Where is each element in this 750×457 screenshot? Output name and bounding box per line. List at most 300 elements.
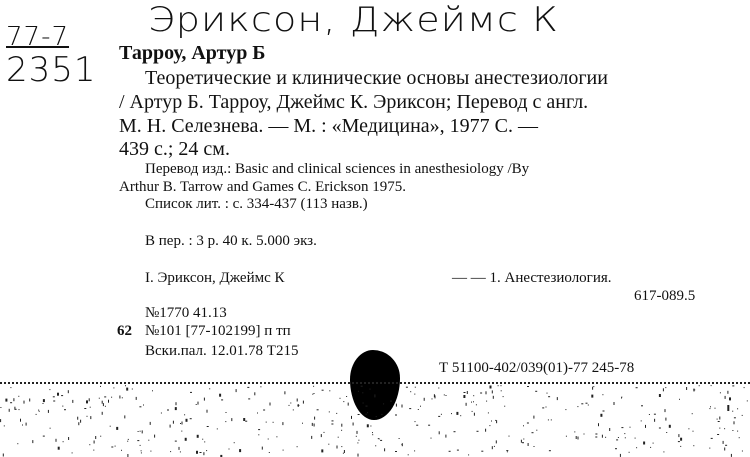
- speckle: [270, 403, 271, 406]
- speckle: [231, 418, 232, 421]
- speckle: [406, 387, 408, 388]
- speckle: [711, 438, 713, 439]
- speckle: [621, 427, 623, 428]
- speckle: [236, 389, 237, 392]
- speckle: [742, 451, 743, 452]
- speckle: [415, 421, 416, 422]
- speckle: [161, 413, 162, 414]
- speckle: [358, 391, 359, 392]
- speckle: [474, 413, 475, 416]
- speckle: [399, 438, 400, 439]
- speckle: [506, 450, 508, 451]
- speckle: [641, 420, 642, 421]
- speckle: [727, 405, 729, 408]
- speckle: [367, 424, 369, 427]
- speckle: [549, 450, 551, 451]
- speckle: [680, 446, 681, 447]
- speckle: [72, 452, 73, 453]
- speckle: [742, 415, 743, 416]
- speckle: [366, 406, 368, 407]
- speckle: [190, 392, 192, 393]
- speckle: [725, 396, 726, 399]
- speckle: [138, 431, 139, 432]
- speckle: [361, 386, 363, 387]
- speckle: [203, 452, 204, 455]
- speckle: [143, 405, 144, 406]
- speckle: [492, 390, 493, 393]
- speckle: [140, 445, 141, 446]
- speckle: [311, 436, 312, 439]
- speckle: [9, 409, 10, 412]
- speckle: [724, 428, 725, 429]
- speckle: [26, 423, 27, 426]
- vskpal-line: Вски.пал. 12.01.78 Т215: [145, 343, 299, 359]
- speckle: [341, 430, 342, 431]
- speckle: [378, 438, 379, 439]
- speckle: [732, 411, 733, 412]
- speckle: [243, 418, 245, 421]
- speckle: [56, 439, 57, 442]
- speckle: [565, 409, 566, 410]
- speckle: [184, 414, 185, 415]
- speckle: [90, 416, 91, 419]
- speckle: [348, 403, 349, 406]
- speckle: [480, 393, 482, 394]
- speckle: [444, 394, 445, 395]
- speckle: [616, 439, 618, 440]
- added-entry: I. Эриксон, Джеймс К: [145, 270, 285, 286]
- speckle: [415, 387, 416, 388]
- speckle: [548, 419, 549, 420]
- speckle: [719, 428, 720, 429]
- speckle: [207, 410, 208, 413]
- speckle: [24, 401, 25, 404]
- speckle: [58, 447, 60, 450]
- speckle: [732, 430, 733, 431]
- speckle: [72, 400, 73, 403]
- speckle: [260, 386, 261, 387]
- speckle: [196, 404, 197, 405]
- speckle: [669, 425, 671, 428]
- speckle: [185, 438, 187, 441]
- speckle: [557, 397, 558, 400]
- speckle: [245, 421, 247, 422]
- speckle: [653, 443, 654, 444]
- speckle: [103, 403, 104, 406]
- speckle: [175, 441, 177, 442]
- speckle: [39, 411, 40, 412]
- speckle: [204, 441, 205, 442]
- speckle: [586, 403, 588, 404]
- speckle: [456, 412, 458, 415]
- speckle: [22, 425, 23, 426]
- speckle: [353, 423, 354, 426]
- speckle: [152, 390, 153, 391]
- speckle: [221, 399, 223, 400]
- speckle: [356, 436, 357, 437]
- subject-heading: — — 1. Анестезиология.: [452, 270, 612, 286]
- speckle: [53, 396, 55, 397]
- speckle: [289, 405, 290, 406]
- speckle: [390, 401, 392, 402]
- speckle: [121, 450, 122, 451]
- speckle: [659, 394, 661, 397]
- speckle: [206, 450, 207, 451]
- speckle: [732, 385, 734, 386]
- speckle: [257, 413, 258, 414]
- speckle: [395, 415, 397, 416]
- speckle: [574, 431, 575, 432]
- speckle: [314, 417, 315, 420]
- speckle: [734, 417, 736, 418]
- speckle: [10, 387, 11, 388]
- speckle: [128, 439, 129, 440]
- speckle: [428, 425, 430, 426]
- speckle: [699, 385, 700, 386]
- speckle: [395, 451, 397, 452]
- speckle: [229, 449, 230, 450]
- speckle: [727, 408, 729, 411]
- speckle: [431, 438, 432, 439]
- speckle: [343, 401, 344, 402]
- speckle: [136, 397, 137, 400]
- speckle: [324, 432, 325, 433]
- speckle: [148, 440, 149, 441]
- speckle: [720, 392, 721, 393]
- speckle: [591, 395, 593, 398]
- speckle: [620, 454, 621, 457]
- speckle: [460, 415, 461, 416]
- speckle: [473, 401, 474, 402]
- speckle: [709, 408, 710, 409]
- speckle: [110, 426, 111, 427]
- speckle: [678, 434, 679, 437]
- speckle: [150, 422, 151, 425]
- speckle: [176, 402, 177, 405]
- speckle: [727, 391, 728, 394]
- speckle: [329, 411, 330, 412]
- speckle: [534, 446, 535, 447]
- speckle: [521, 440, 522, 443]
- title-line-2: / Артур Б. Тарроу, Джеймс К. Эриксон; Перевод с англ.: [119, 91, 589, 113]
- number-62: 62: [117, 323, 132, 339]
- speckle: [602, 394, 603, 395]
- speckle: [108, 400, 109, 403]
- speckle: [89, 398, 90, 401]
- speckle: [269, 452, 270, 453]
- speckle: [273, 422, 274, 423]
- speckle: [77, 417, 78, 420]
- speckle: [116, 427, 118, 430]
- speckle: [688, 428, 689, 429]
- speckle: [498, 385, 499, 386]
- speckle: [126, 388, 128, 391]
- speckle: [522, 442, 524, 443]
- speckle: [207, 426, 209, 427]
- speckle: [239, 449, 241, 452]
- speckle: [501, 390, 502, 391]
- speckle: [383, 403, 384, 404]
- speckle: [362, 392, 363, 393]
- speckle: [457, 450, 459, 451]
- speckle: [94, 441, 95, 444]
- speckle: [283, 450, 284, 451]
- speckle: [358, 454, 359, 457]
- speckle: [50, 428, 51, 429]
- speckle: [370, 426, 371, 427]
- speckle: [654, 419, 655, 422]
- speckle: [374, 394, 375, 397]
- speckle: [486, 391, 487, 394]
- speckle: [439, 431, 440, 434]
- speckle: [532, 432, 534, 433]
- speckle: [576, 436, 577, 439]
- speckle: [127, 441, 128, 442]
- speckle: [341, 424, 342, 427]
- speckle: [154, 435, 155, 438]
- speckle: [48, 410, 49, 413]
- speckle: [100, 386, 101, 387]
- speckle: [322, 390, 324, 391]
- speckle: [615, 448, 617, 449]
- speckle: [84, 408, 86, 409]
- speckle: [20, 419, 21, 422]
- speckle: [111, 447, 113, 448]
- speckle: [32, 440, 33, 443]
- speckle: [725, 445, 727, 446]
- speckle: [614, 402, 615, 405]
- speckle: [4, 425, 5, 426]
- speckle: [111, 397, 112, 398]
- speckle: [449, 451, 451, 452]
- speckle: [329, 390, 330, 391]
- speckle: [15, 409, 17, 410]
- speckle: [621, 397, 622, 398]
- title-line-4: 439 с.; 24 см.: [119, 138, 230, 160]
- speckle: [262, 447, 263, 450]
- speckle: [104, 396, 106, 397]
- speckle: [209, 388, 210, 389]
- speckle: [234, 442, 235, 443]
- speckle: [53, 401, 55, 402]
- speckle: [494, 446, 495, 447]
- speckle: [588, 405, 589, 406]
- speckle: [102, 412, 103, 415]
- speckle: [446, 395, 447, 396]
- speckle: [504, 406, 505, 407]
- speckle: [357, 431, 358, 434]
- speckle: [317, 409, 319, 410]
- speckle: [694, 389, 695, 392]
- speckle: [600, 414, 602, 417]
- speckle: [621, 398, 622, 399]
- speckle: [141, 452, 142, 453]
- speckle: [202, 439, 203, 440]
- speckle: [723, 441, 724, 444]
- speckle: [680, 438, 682, 441]
- speckle: [173, 421, 174, 424]
- speckle: [372, 432, 373, 433]
- speckle: [90, 407, 91, 408]
- speckle: [13, 398, 14, 401]
- speckle: [219, 394, 221, 397]
- speckle: [593, 386, 594, 387]
- speckle: [410, 391, 411, 392]
- speckle: [496, 440, 497, 443]
- speckle: [190, 418, 192, 419]
- speckle: [468, 454, 469, 455]
- speckle: [61, 395, 63, 396]
- speckle: [99, 398, 100, 399]
- speckle: [546, 407, 547, 408]
- handwritten-author-name: Эриксон, Джеймс К: [148, 0, 559, 40]
- speckle: [282, 422, 283, 425]
- speckle: [57, 393, 59, 396]
- speckle: [80, 420, 81, 423]
- speckle: [709, 448, 710, 449]
- speckle: [501, 385, 502, 386]
- speckle: [125, 385, 126, 386]
- speckle: [321, 434, 322, 437]
- speckle: [476, 404, 477, 405]
- speckle: [62, 406, 63, 407]
- speckle: [473, 395, 474, 396]
- speckle: [490, 386, 492, 389]
- speckle: [717, 434, 719, 435]
- speckle: [659, 428, 661, 429]
- speckle: [717, 419, 718, 420]
- speckle: [43, 399, 45, 402]
- speckle: [649, 414, 650, 415]
- speckle: [380, 440, 382, 441]
- speckle: [0, 407, 1, 408]
- speckle: [432, 398, 433, 399]
- speckle: [624, 433, 625, 434]
- speckle: [396, 404, 397, 407]
- speckle: [454, 431, 456, 432]
- speckle: [488, 412, 489, 413]
- speckle: [68, 390, 69, 393]
- speckle: [175, 407, 177, 410]
- speckle: [686, 387, 687, 390]
- speckle: [78, 422, 79, 425]
- speckle: [87, 416, 88, 417]
- speckle: [592, 387, 593, 390]
- speckle: [595, 437, 597, 438]
- speckle: [489, 425, 490, 426]
- title-line-1: Теоретические и клинические основы анестезиологии: [145, 67, 608, 89]
- speckle: [629, 452, 630, 453]
- speckle: [344, 450, 345, 453]
- speckle: [113, 387, 114, 388]
- speckle: [528, 443, 529, 446]
- speckle: [551, 419, 552, 420]
- speckle: [467, 391, 468, 394]
- speckle: [10, 402, 12, 403]
- speckle: [744, 387, 745, 388]
- speckle: [247, 387, 249, 388]
- speckle: [650, 447, 651, 448]
- speckle: [464, 392, 466, 393]
- speckle: [719, 417, 720, 420]
- speckle: [186, 419, 188, 422]
- speckle: [441, 414, 442, 415]
- speckle: [64, 409, 66, 410]
- speckle: [424, 398, 425, 401]
- catalog-code: Т 51100-402/039(01)-77 245-78: [439, 360, 635, 376]
- speckle: [737, 408, 738, 409]
- speckle: [402, 405, 403, 408]
- speckle: [724, 448, 725, 451]
- speckle: [266, 422, 267, 423]
- speckle: [18, 396, 19, 397]
- speckle: [495, 420, 496, 421]
- speckle: [313, 386, 314, 387]
- speckle: [100, 436, 101, 437]
- speckle: [180, 423, 181, 424]
- speckle: [451, 413, 452, 414]
- speckle: [124, 415, 125, 418]
- speckle: [180, 451, 181, 452]
- speckle: [710, 406, 711, 407]
- speckle: [492, 446, 493, 449]
- speckle: [38, 410, 39, 411]
- speckle: [3, 454, 4, 457]
- speckle: [693, 445, 694, 446]
- speckle: [297, 446, 298, 447]
- speckle: [312, 394, 313, 395]
- speckle: [665, 409, 666, 412]
- speckle: [29, 399, 30, 402]
- speckle: [337, 446, 338, 449]
- speckle: [376, 416, 377, 417]
- speckle: [5, 399, 7, 402]
- speckle: [105, 406, 106, 407]
- speckle: [370, 389, 371, 390]
- speckle: [351, 416, 352, 419]
- speckle: [678, 441, 680, 442]
- speckle: [137, 440, 139, 441]
- speckle: [645, 425, 646, 428]
- speckle: [119, 396, 120, 399]
- bibliography-note: Список лит. : с. 334-437 (113 назв.): [145, 196, 368, 212]
- handwritten-code-line2: 2351: [6, 50, 97, 90]
- speckle: [86, 400, 88, 403]
- price-line: В пер. : 3 р. 40 к. 5.000 экз.: [145, 233, 317, 249]
- speckle: [372, 434, 373, 435]
- speckle: [68, 437, 69, 440]
- speckle: [414, 450, 415, 451]
- speckle: [533, 416, 534, 419]
- speckle: [340, 398, 341, 399]
- speckle: [197, 435, 199, 438]
- speckle: [170, 451, 171, 452]
- speckle: [132, 389, 133, 390]
- speckle: [170, 425, 171, 428]
- speckle: [663, 451, 664, 452]
- speckle: [578, 437, 579, 440]
- speckle: [198, 402, 199, 405]
- speckle: [290, 403, 291, 404]
- speckle: [734, 421, 735, 424]
- speckle: [93, 450, 94, 451]
- speckle: [420, 406, 421, 407]
- speckle: [493, 396, 494, 399]
- speckle: [141, 450, 142, 451]
- speckle: [602, 435, 603, 438]
- scan-noise: [0, 385, 750, 457]
- speckle: [711, 385, 712, 386]
